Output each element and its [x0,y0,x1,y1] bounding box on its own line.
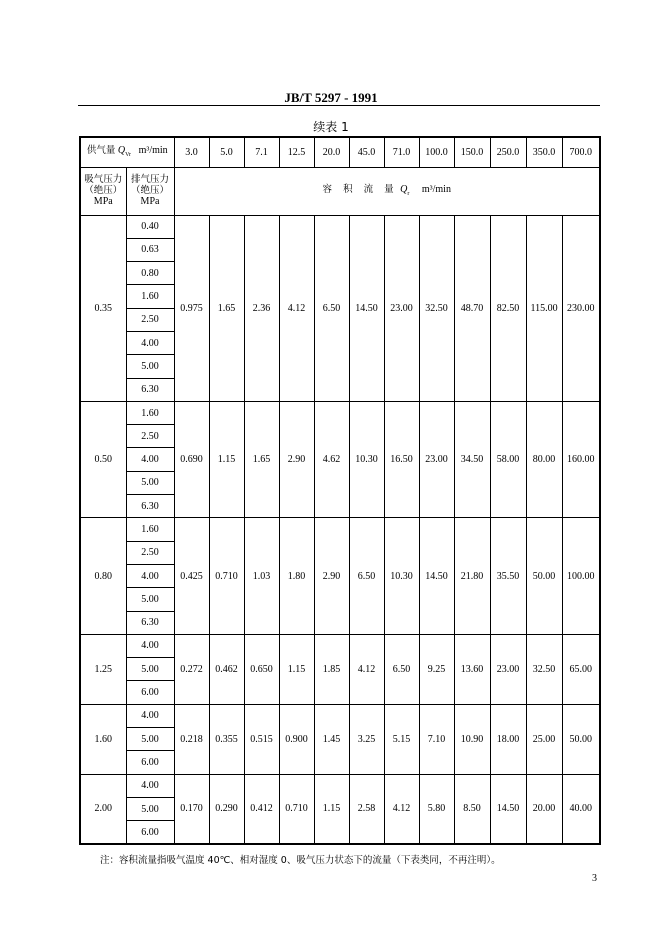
standard-number: JB/T 5297 - 1991 [284,90,378,105]
discharge-pressure-cell: 4.00 [126,331,174,354]
suction-pressure-cell: 0.50 [80,401,126,517]
volume-flow-value: 1.15 [209,401,244,517]
flow-column-header: 100.0 [419,137,454,167]
discharge-pressure-cell: 1.60 [126,401,174,424]
volume-flow-value: 0.425 [174,518,209,634]
table-note: 注：容积流量指吸气温度 40℃、相对湿度 0、吸气压力状态下的流量（下表类同，不再注明）。 [100,855,501,866]
flow-column-header: 150.0 [454,137,490,167]
volume-flow-value: 100.00 [562,518,600,634]
table-row [80,215,600,238]
volume-flow-value: 0.515 [244,704,279,774]
table-row [80,634,600,657]
volume-flow-value: 0.975 [174,215,209,401]
volume-flow-value: 25.00 [526,704,562,774]
volume-flow-value: 65.00 [562,634,600,704]
flow-table [79,136,601,845]
volume-flow-value: 48.70 [454,215,490,401]
volume-flow-value: 6.50 [384,634,419,704]
volume-flow-value: 4.62 [314,401,349,517]
volume-flow-value: 0.412 [244,774,279,844]
volume-flow-value: 10.90 [454,704,490,774]
volume-flow-value: 0.272 [174,634,209,704]
volume-flow-value: 6.50 [314,215,349,401]
volume-flow-value: 1.15 [279,634,314,704]
discharge-pressure-cell: 6.30 [126,611,174,634]
volume-flow-value: 23.00 [384,215,419,401]
volume-flow-value: 6.50 [349,518,384,634]
discharge-pressure-cell: 5.00 [126,355,174,378]
flow-header-row [80,137,600,167]
table-row [80,704,600,727]
volume-flow-value: 4.12 [384,774,419,844]
suction-pressure-header: 吸气压力 （绝压） MPa [80,167,126,215]
discharge-pressure-cell: 4.00 [126,774,174,797]
volume-flow-value: 4.12 [279,215,314,401]
volume-flow-value: 58.00 [490,401,526,517]
volume-flow-value: 10.30 [384,518,419,634]
volume-flow-value: 23.00 [490,634,526,704]
suction-pressure-cell: 1.60 [80,704,126,774]
volume-flow-value: 20.00 [526,774,562,844]
volume-flow-value: 4.12 [349,634,384,704]
volume-flow-value: 160.00 [562,401,600,517]
table-title: 续表 1 [313,120,349,134]
volume-flow-value: 14.50 [419,518,454,634]
discharge-pressure-cell: 5.00 [126,728,174,751]
volume-flow-value: 32.50 [526,634,562,704]
volume-flow-value: 0.900 [279,704,314,774]
volume-flow-value: 5.80 [419,774,454,844]
volume-flow-value: 34.50 [454,401,490,517]
table-row [80,401,600,424]
discharge-pressure-cell: 4.00 [126,564,174,587]
discharge-pressure-header: 排气压力 （绝压） MPa [126,167,174,215]
volume-flow-value: 9.25 [419,634,454,704]
flow-column-header: 3.0 [174,137,209,167]
table-row [80,774,600,797]
discharge-pressure-cell: 0.63 [126,238,174,261]
discharge-pressure-cell: 4.00 [126,448,174,471]
volume-flow-value: 40.00 [562,774,600,844]
volume-flow-value: 16.50 [384,401,419,517]
volume-flow-value: 50.00 [526,518,562,634]
volume-flow-value: 1.15 [314,774,349,844]
discharge-pressure-cell: 2.50 [126,541,174,564]
discharge-pressure-cell: 0.80 [126,262,174,285]
suction-pressure-cell: 2.00 [80,774,126,844]
flow-header-cell: 供气量 $Q_{Vr}$ m³/min [80,137,174,167]
volume-flow-value: 82.50 [490,215,526,401]
volume-flow-value: 32.50 [419,215,454,401]
volume-flow-value: 1.65 [244,401,279,517]
table-row [80,518,600,541]
volume-flow-value: 7.10 [419,704,454,774]
discharge-pressure-cell: 6.30 [126,378,174,401]
volume-flow-value: 0.218 [174,704,209,774]
flow-column-header: 350.0 [526,137,562,167]
volume-flow-value: 5.15 [384,704,419,774]
volume-flow-value: 1.85 [314,634,349,704]
discharge-pressure-cell: 0.40 [126,215,174,238]
volume-flow-value: 13.60 [454,634,490,704]
volume-flow-value: 2.36 [244,215,279,401]
volume-flow-value: 80.00 [526,401,562,517]
volume-flow-value: 0.170 [174,774,209,844]
volume-flow-value: 23.00 [419,401,454,517]
flow-column-header: 20.0 [314,137,349,167]
flow-column-header: 700.0 [562,137,600,167]
volume-flow-value: 0.650 [244,634,279,704]
volume-flow-value: 2.90 [314,518,349,634]
volume-flow-value: 8.50 [454,774,490,844]
volume-flow-value: 0.462 [209,634,244,704]
volume-flow-value: 1.80 [279,518,314,634]
volume-flow-value: 0.355 [209,704,244,774]
volume-flow-value: 21.80 [454,518,490,634]
discharge-pressure-cell: 5.00 [126,658,174,681]
discharge-pressure-cell: 4.00 [126,634,174,657]
volume-flow-value: 1.03 [244,518,279,634]
volume-flow-value: 230.00 [562,215,600,401]
header-rule [78,105,600,106]
volume-flow-value: 0.710 [209,518,244,634]
discharge-pressure-cell: 5.00 [126,797,174,820]
discharge-pressure-cell: 6.00 [126,751,174,774]
discharge-pressure-cell: 1.60 [126,518,174,541]
volume-flow-value: 35.50 [490,518,526,634]
flow-column-header: 5.0 [209,137,244,167]
volume-flow-value: 10.30 [349,401,384,517]
discharge-pressure-cell: 5.00 [126,588,174,611]
volume-flow-value: 14.50 [349,215,384,401]
pressure-header-row [80,167,600,215]
discharge-pressure-cell: 1.60 [126,285,174,308]
page-number: 3 [592,873,597,884]
discharge-pressure-cell: 2.50 [126,308,174,331]
discharge-pressure-cell: 6.00 [126,821,174,844]
volume-flow-value: 14.50 [490,774,526,844]
flow-column-header: 45.0 [349,137,384,167]
flow-column-header: 7.1 [244,137,279,167]
discharge-pressure-cell: 2.50 [126,425,174,448]
volume-flow-value: 0.710 [279,774,314,844]
volume-flow-value: 18.00 [490,704,526,774]
flow-column-header: 12.5 [279,137,314,167]
flow-column-header: 250.0 [490,137,526,167]
volume-flow-header: 容 积 流 量 $Q_r$ m³/min [174,167,600,215]
volume-flow-value: 2.90 [279,401,314,517]
flow-column-header: 71.0 [384,137,419,167]
discharge-pressure-cell: 4.00 [126,704,174,727]
discharge-pressure-cell: 6.00 [126,681,174,704]
volume-flow-value: 2.58 [349,774,384,844]
volume-flow-value: 115.00 [526,215,562,401]
discharge-pressure-cell: 5.00 [126,471,174,494]
discharge-pressure-cell: 6.30 [126,495,174,518]
volume-flow-value: 50.00 [562,704,600,774]
suction-pressure-cell: 0.35 [80,215,126,401]
volume-flow-value: 3.25 [349,704,384,774]
volume-flow-value: 0.690 [174,401,209,517]
volume-flow-value: 1.65 [209,215,244,401]
suction-pressure-cell: 0.80 [80,518,126,634]
volume-flow-value: 0.290 [209,774,244,844]
suction-pressure-cell: 1.25 [80,634,126,704]
volume-flow-value: 1.45 [314,704,349,774]
